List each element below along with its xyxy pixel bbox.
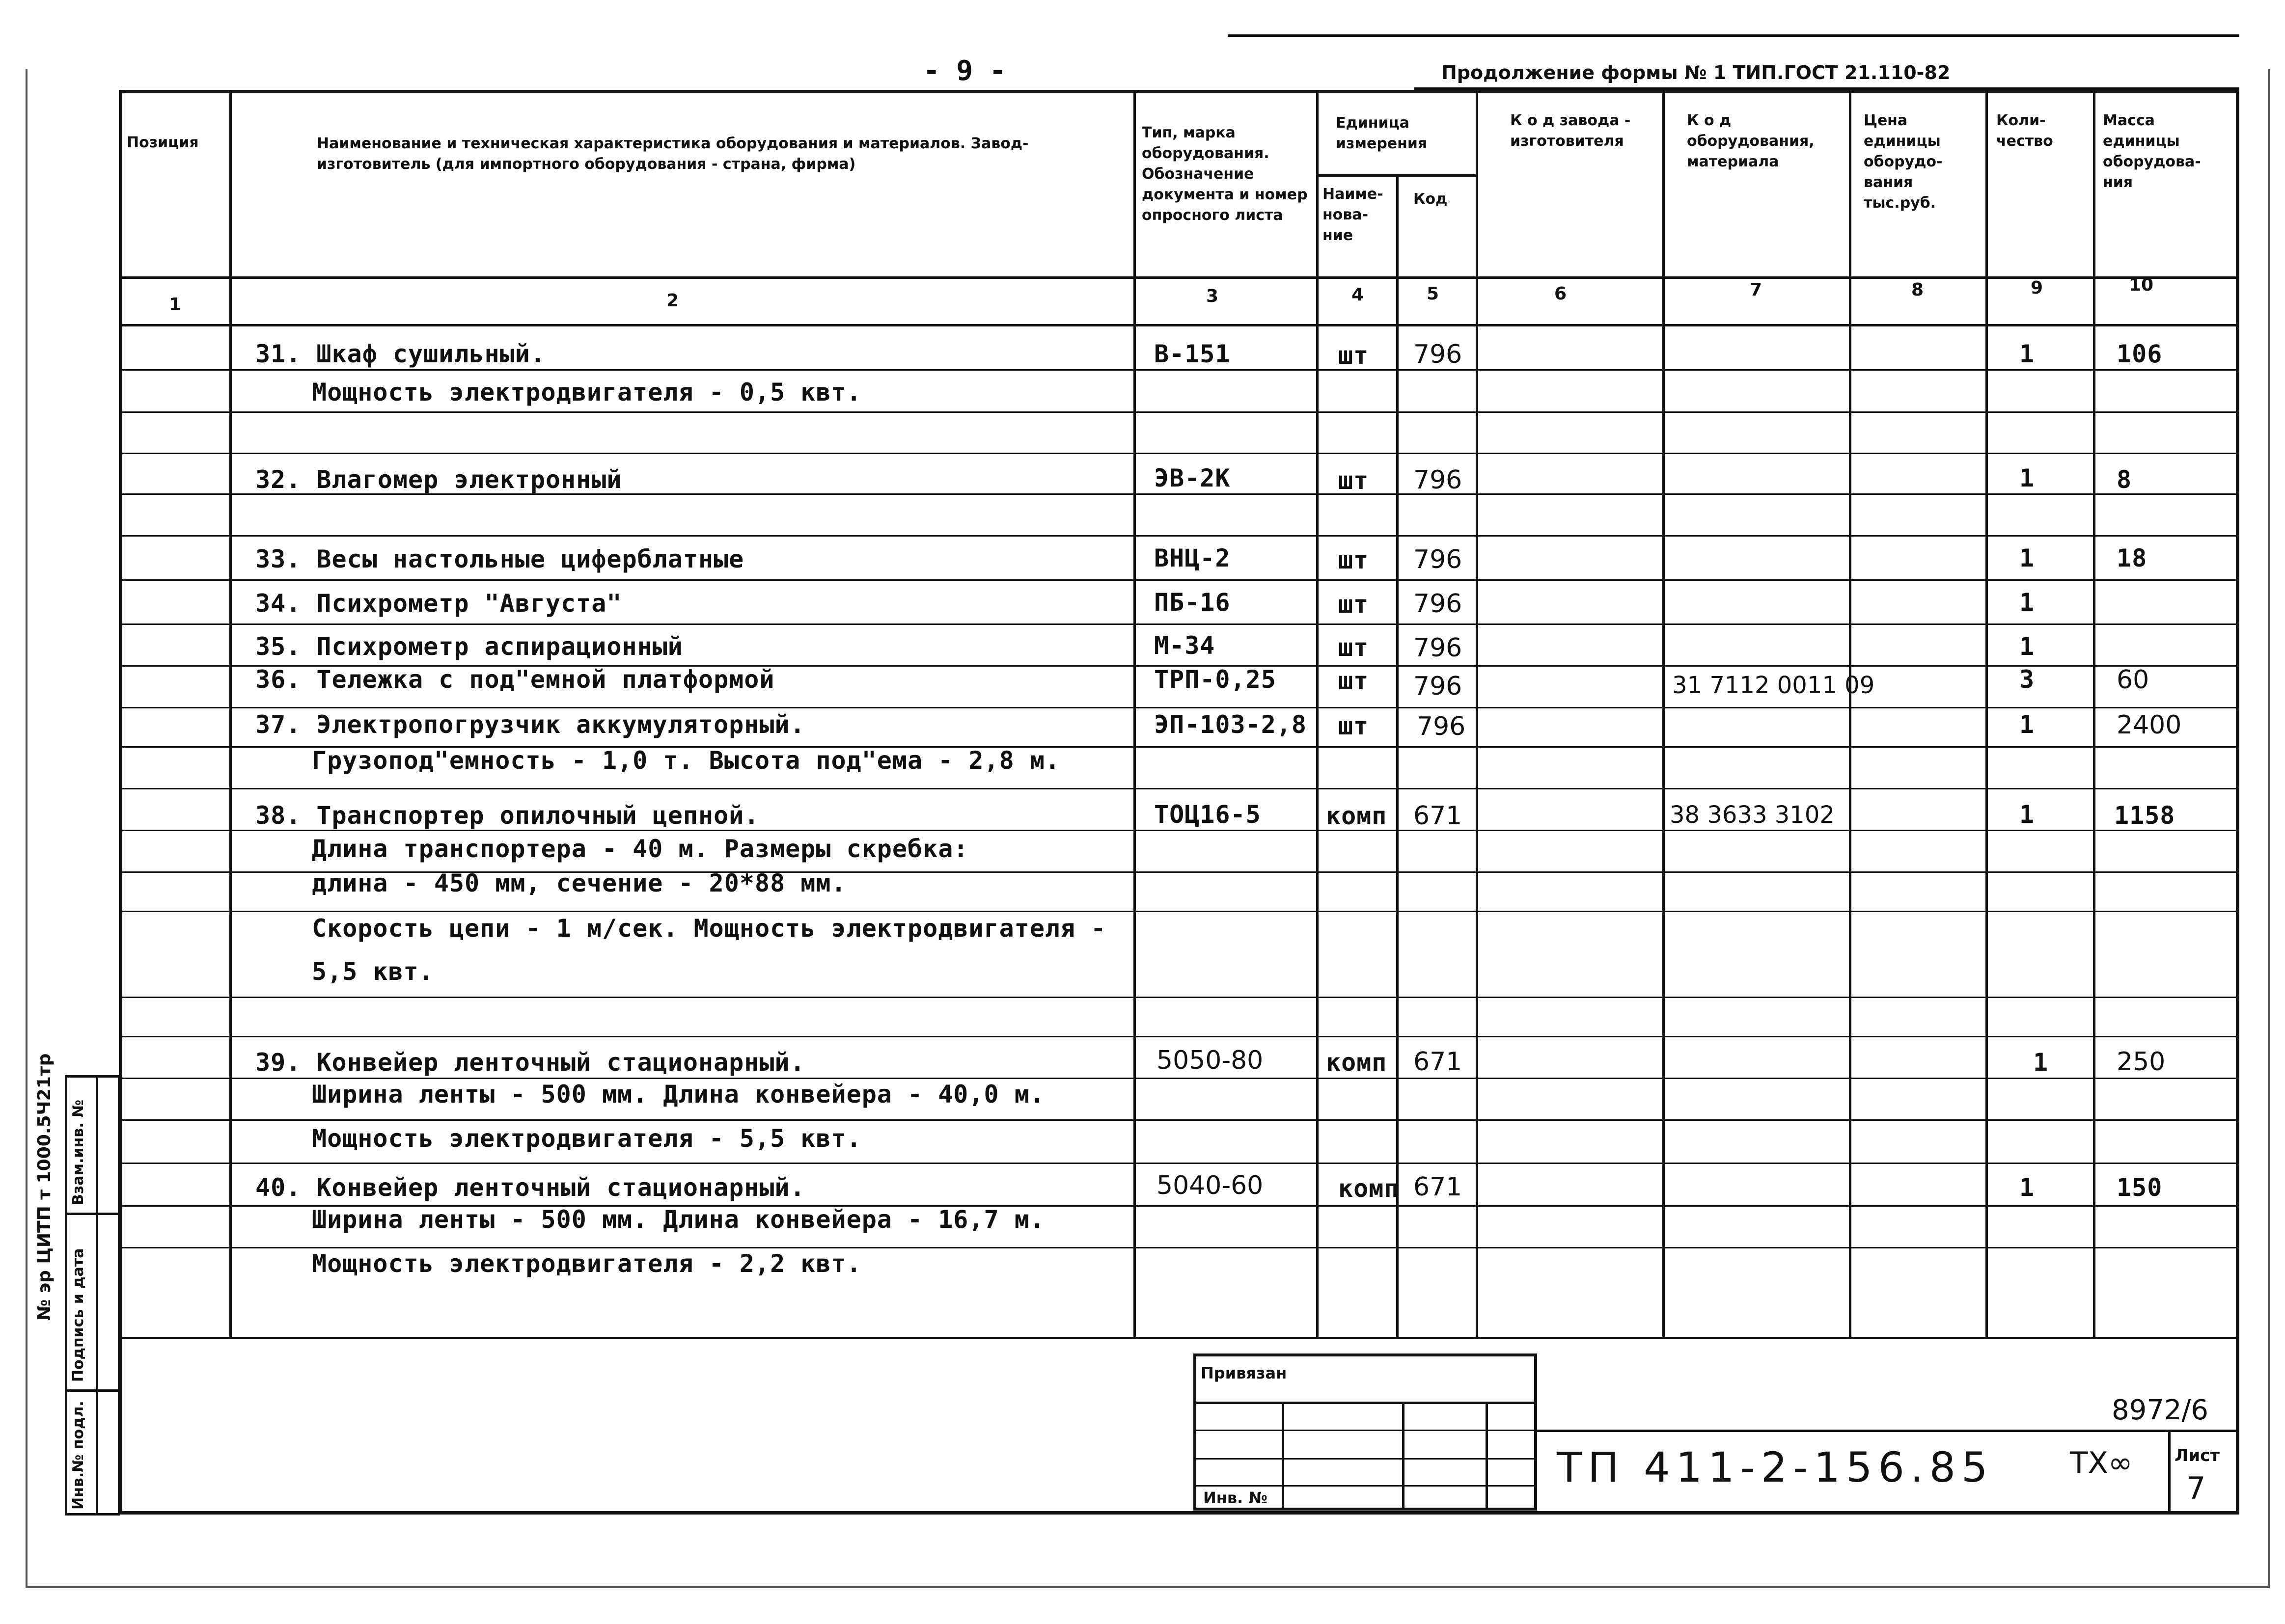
row-37-name: 37. Электропогрузчик аккумуляторный. — [255, 710, 805, 739]
colnum-bottom-line — [119, 324, 2239, 326]
side-signature-date: Подпись и дата — [70, 1248, 87, 1382]
title-block-top — [1537, 1430, 2239, 1432]
row-line — [119, 453, 2239, 454]
side-vzam-inv: Взам.инв. № — [70, 1099, 87, 1205]
privyazan-col — [1282, 1402, 1284, 1511]
col-number-4: 4 — [1351, 285, 1364, 305]
header-unit-group: Единица измерения — [1336, 114, 1428, 152]
privyazan-label: Привязан — [1201, 1364, 1287, 1382]
row-35-type: М-34 — [1154, 631, 1215, 660]
row-36-mass: 60 — [2117, 665, 2149, 695]
row-line — [119, 1247, 2239, 1248]
col-number-10: 10 — [2129, 275, 2154, 295]
row-33-type: ВНЦ-2 — [1154, 544, 1231, 572]
table-bottom-line — [119, 1337, 2239, 1339]
header-position: Позиция — [127, 134, 199, 151]
top-rule — [1228, 34, 2239, 37]
drawing-suffix: ТХ∞ — [2070, 1446, 2133, 1480]
row-35-qty: 1 — [2019, 632, 2035, 661]
side-stamp-values — [97, 1075, 120, 1516]
row-line — [119, 411, 2239, 413]
row-line — [119, 1078, 2239, 1079]
row-37-qty: 1 — [2019, 710, 2035, 739]
row-39-code: 671 — [1413, 1047, 1462, 1077]
row-37-mass: 2400 — [2117, 710, 2182, 740]
row-line — [119, 830, 2239, 831]
row-39-name: 39. Конвейер ленточный стационарный. — [255, 1048, 805, 1077]
row-38-desc-4: 5,5 квт. — [312, 957, 434, 986]
row-40-desc-2: Мощность электродвигателя - 2,2 квт. — [312, 1249, 862, 1278]
row-38-qty: 1 — [2019, 800, 2035, 829]
row-line — [119, 997, 2239, 998]
row-line — [119, 788, 2239, 789]
row-33-name: 33. Весы настольные циферблатные — [255, 545, 744, 573]
row-line — [119, 1036, 2239, 1037]
row-line — [119, 535, 2239, 537]
row-32-mass: 8 — [2117, 465, 2132, 494]
row-39-desc-2: Мощность электродвигателя - 5,5 квт. — [312, 1124, 862, 1153]
row-37-unit: шт — [1338, 712, 1369, 740]
sheet-label: Лист — [2175, 1446, 2220, 1465]
row-line — [119, 911, 2239, 912]
row-39-mass: 250 — [2117, 1047, 2166, 1077]
row-34-type: ПБ-16 — [1154, 588, 1231, 617]
row-33-code: 796 — [1413, 545, 1462, 574]
row-40-name: 40. Конвейер ленточный стационарный. — [255, 1173, 805, 1202]
col-number-8: 8 — [1911, 280, 1924, 300]
row-37-desc: Грузопод"емность - 1,0 т. Высота под"ема - 2,8 м. — [312, 746, 1061, 775]
row-36-unit: шт — [1338, 667, 1369, 695]
row-34-code: 796 — [1413, 589, 1462, 619]
document-number: 8972/6 — [2112, 1394, 2209, 1426]
row-38-mass: 1158 — [2114, 801, 2175, 830]
row-34-unit: шт — [1338, 590, 1369, 619]
col-number-2: 2 — [666, 291, 679, 311]
row-35-code: 796 — [1413, 633, 1462, 663]
header-unit-name: Наиме-нова-ние — [1322, 186, 1383, 244]
inv-number-label: Инв. № — [1203, 1489, 1267, 1507]
row-39-type: 5050-80 — [1156, 1046, 1264, 1075]
form-reference: Продолжение формы № 1 ТИП.ГОСТ 21.110-82 — [1441, 62, 1951, 83]
row-line — [119, 579, 2239, 581]
row-31-type: В-151 — [1154, 340, 1231, 368]
row-line — [119, 1163, 2239, 1164]
row-35-unit: шт — [1338, 633, 1369, 662]
row-38-code: 671 — [1413, 801, 1462, 831]
row-line — [119, 1119, 2239, 1121]
row-line — [119, 623, 2239, 625]
header-factory-code: К о д завода - изготовителя — [1510, 112, 1631, 150]
row-33-mass: 18 — [2117, 544, 2147, 572]
col-number-3: 3 — [1206, 286, 1219, 306]
side-divider — [65, 1389, 120, 1392]
side-inv-original: Инв.№ подл. — [70, 1401, 87, 1510]
side-archive-number: № эр ЦИТП т 1000.5Ч21тр — [34, 1053, 55, 1321]
sheet-number: 7 — [2186, 1470, 2206, 1506]
row-40-desc-1: Ширина ленты - 500 мм. Длина конвейера - 16,7 м. — [312, 1205, 1045, 1234]
row-38-equipment-code: 38 3633 3102 — [1670, 801, 1835, 829]
header-unit-code: Код — [1413, 190, 1448, 208]
header-price: Цена единицы оборудо-вания тыс.руб. — [1864, 112, 1943, 212]
row-33-qty: 1 — [2019, 544, 2035, 572]
row-38-desc-1: Длина транспортера - 40 м. Размеры скребка: — [312, 835, 969, 863]
header-name: Наименование и техническая характеристика оборудования и материалов. Завод-изготовитель (для импортного оборудования - страна, фирма) — [317, 135, 1029, 173]
row-36-code: 796 — [1413, 672, 1462, 701]
row-39-qty: 1 — [2033, 1048, 2049, 1077]
row-40-type: 5040-60 — [1156, 1171, 1264, 1200]
row-31-code: 796 — [1413, 340, 1462, 369]
row-31-unit: шт — [1338, 341, 1369, 370]
row-40-unit: комп — [1338, 1174, 1400, 1203]
row-39-unit: комп — [1326, 1048, 1387, 1077]
row-32-unit: шт — [1338, 466, 1369, 495]
row-34-qty: 1 — [2019, 588, 2035, 617]
privyazan-col — [1402, 1402, 1404, 1511]
row-38-desc-3: Скорость цепи - 1 м/сек. Мощность электродвигателя - — [312, 914, 1106, 943]
row-36-qty: 3 — [2019, 665, 2035, 694]
col-number-7: 7 — [1750, 280, 1762, 300]
row-40-mass: 150 — [2117, 1173, 2163, 1202]
row-31-mass: 106 — [2117, 340, 2163, 368]
row-40-qty: 1 — [2019, 1173, 2035, 1202]
row-40-code: 671 — [1413, 1172, 1462, 1202]
privyazan-col — [1486, 1402, 1488, 1511]
unit-header-divider — [1316, 174, 1476, 177]
row-32-code: 796 — [1413, 465, 1462, 495]
col-number-5: 5 — [1427, 284, 1439, 304]
drawing-code: ТП 411-2-156.85 — [1557, 1443, 1994, 1491]
header-quantity: Коли-чество — [1996, 112, 2053, 150]
row-36-equipment-code: 31 7112 0011 09 — [1672, 672, 1875, 699]
row-37-type: ЭП-103-2,8 — [1154, 710, 1307, 739]
row-36-name: 36. Тележка с под"емной платформой — [255, 665, 775, 694]
row-31-qty: 1 — [2019, 340, 2035, 368]
row-32-name: 32. Влагомер электронный — [255, 465, 622, 494]
row-32-type: ЭВ-2К — [1154, 464, 1231, 492]
sheet-cell-divider — [2168, 1430, 2171, 1515]
row-36-type: ТРП-0,25 — [1154, 665, 1276, 694]
row-38-type: ТОЦ16-5 — [1154, 800, 1261, 829]
row-31-name: 31. Шкаф сушильный. — [255, 340, 546, 368]
row-37-code: 796 — [1417, 712, 1466, 741]
header-equipment-code: К о д оборудования, материала — [1687, 112, 1815, 170]
header-mass: Масса единицы оборудова-ния — [2103, 112, 2201, 191]
col-number-6: 6 — [1554, 284, 1567, 304]
row-38-desc-2: длина - 450 мм, сечение - 20*88 мм. — [312, 869, 847, 897]
row-34-name: 34. Психрометр "Августа" — [255, 589, 622, 618]
page-number: - 9 - — [923, 55, 1006, 87]
row-35-name: 35. Психрометр аспирационный — [255, 632, 683, 661]
col-number-1: 1 — [169, 295, 182, 315]
row-32-qty: 1 — [2019, 464, 2035, 492]
header-bottom-line — [119, 276, 2239, 279]
row-33-unit: шт — [1338, 546, 1369, 574]
row-line — [119, 707, 2239, 708]
row-38-name: 38. Транспортер опилочный цепной. — [255, 801, 760, 830]
row-39-desc-1: Ширина ленты - 500 мм. Длина конвейера - 40,0 м. — [312, 1080, 1045, 1109]
row-line — [119, 369, 2239, 371]
row-38-unit: комп — [1326, 802, 1387, 830]
side-divider — [65, 1213, 120, 1215]
header-type: Тип, марка оборудования. Обозначение документа и номер опросного листа — [1142, 124, 1308, 224]
row-31-desc: Мощность электродвигателя - 0,5 квт. — [312, 378, 862, 406]
col-number-9: 9 — [2031, 278, 2043, 298]
